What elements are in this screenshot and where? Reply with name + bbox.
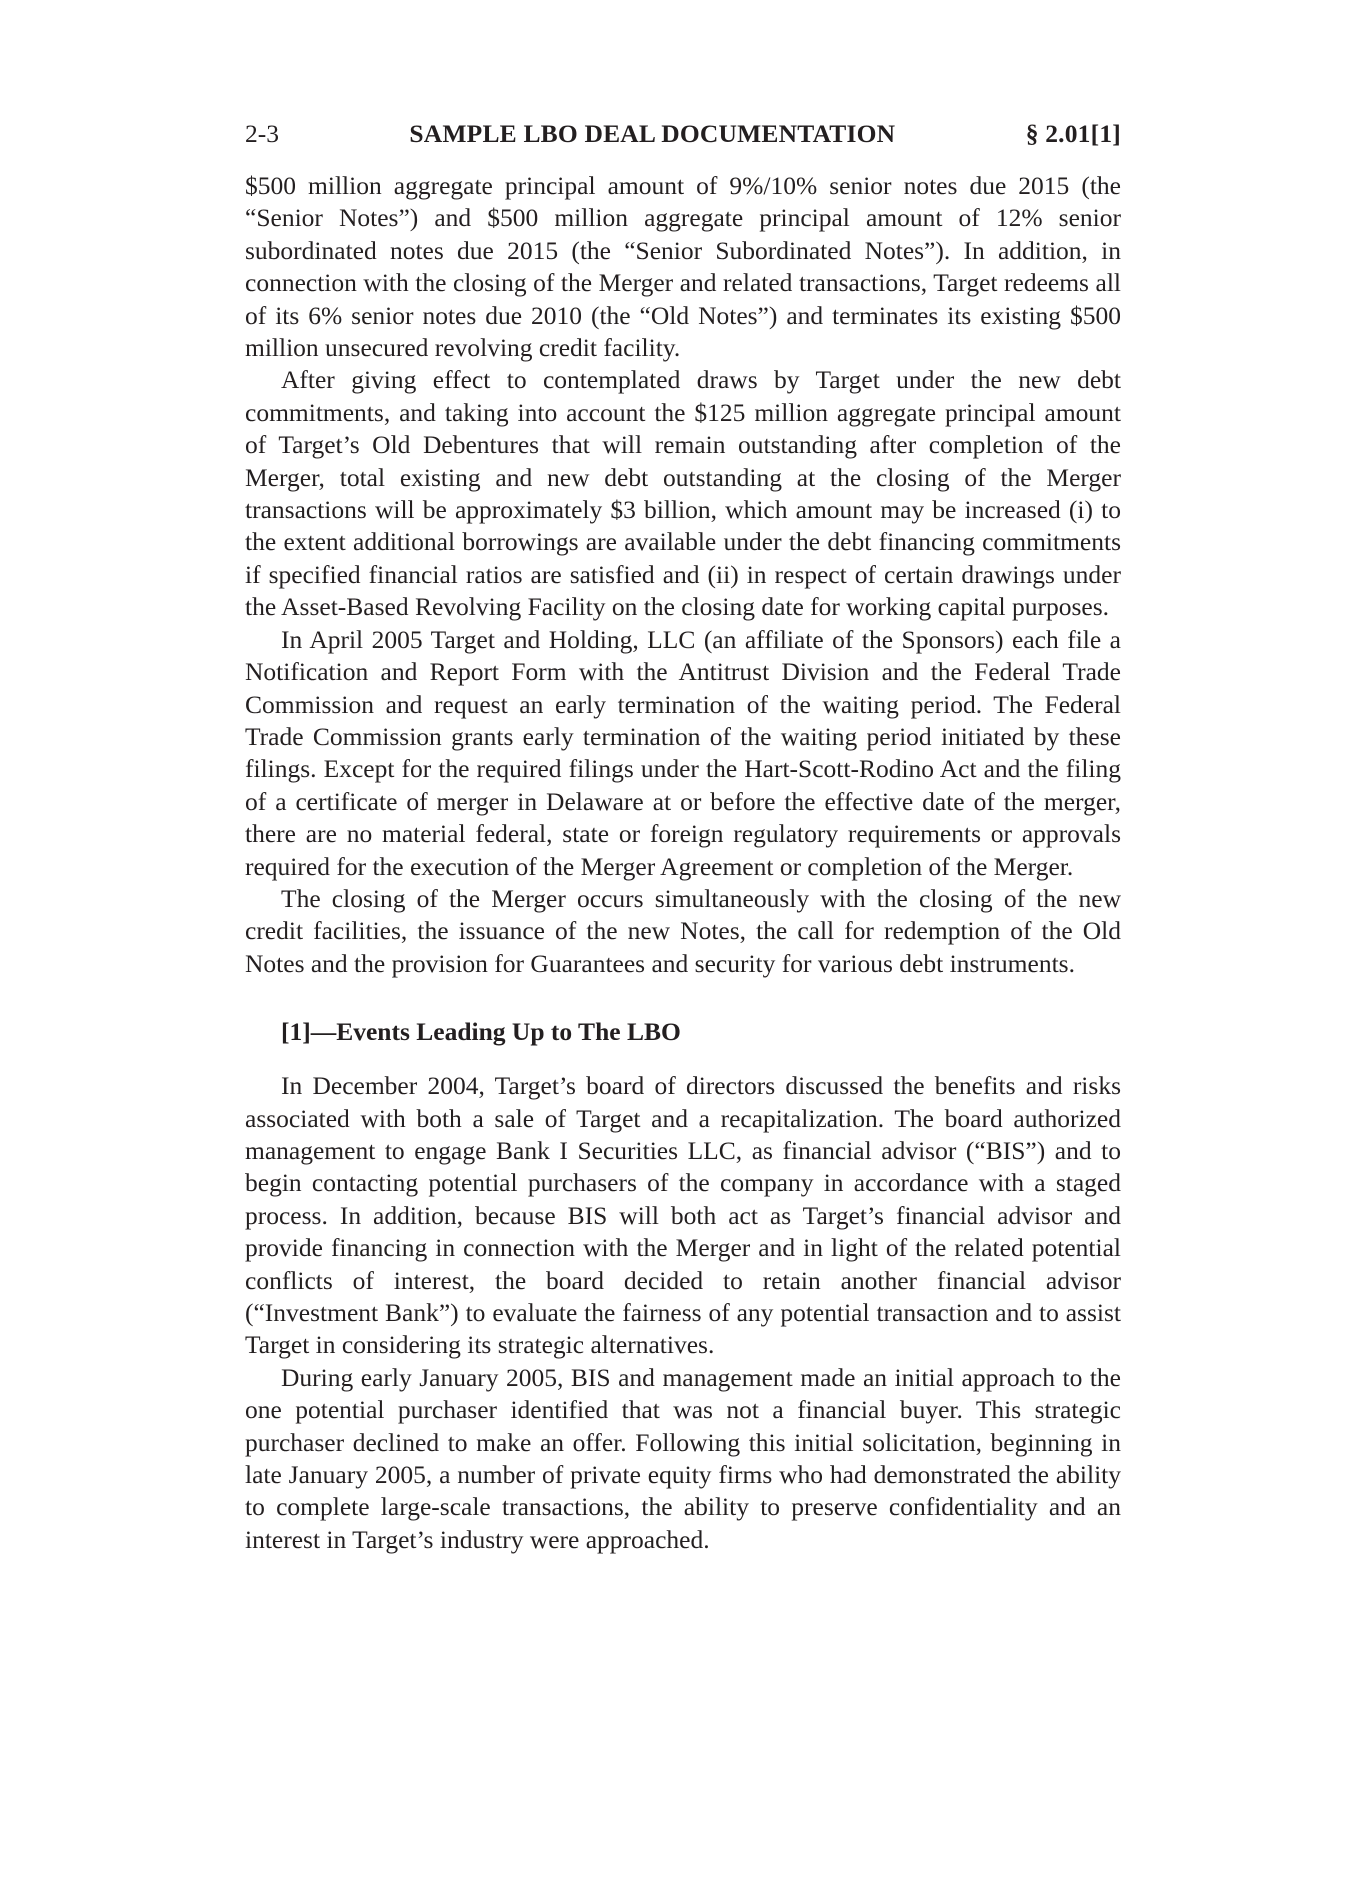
paragraph-2: After giving effect to contemplated draws by Target under the new debt commitments, and taking into account the $125 million aggregate principal amount of Target’s Old Debentures that will remain outstanding after completion of the Merger, total existing and new debt outstanding at the closing of the Merger transactions will be approximately $3 billion, which amount may be increased (i) to the extent additional borrowings are available under the debt financing commitments if specified financial ratios are satisfied and (ii) in respect of certain drawings under the Asset-Based Revolving Facility on the closing date for working capital purposes. bbox=[245, 365, 1121, 622]
paragraph-1: $500 million aggregate principal amount of 9%/10% senior notes due 2015 (the “Senior Notes”) and $500 million aggregate principal amount of 12% senior subordinated notes due 2015 (the “Senior Subordinated Notes”). In addition, in connection with the closing of the Merger and related transactions, Target redeems all of its 6% senior notes due 2010 (the “Old Notes”) and terminates its existing $500 million unsecured revolving credit facility. bbox=[245, 171, 1121, 363]
subsection-heading: [1]—Events Leading Up to The LBO bbox=[281, 1017, 681, 1047]
body-text bbox=[245, 170, 1121, 1556]
document-page bbox=[245, 118, 1121, 1556]
page-number: 2-3 bbox=[245, 119, 279, 148]
document-title: SAMPLE LBO DEAL DOCUMENTATION bbox=[409, 119, 896, 148]
section-reference: § 2.01[1] bbox=[1025, 119, 1121, 148]
subsection-paragraph-2: During early January 2005, BIS and management made an initial approach to the one potential purchaser identified that was not a financial buyer. This strategic purchaser declined to make an offer. Following this initial solicitation, beginning in late January 2005, a number of private equity firms who had demonstrated the ability to complete large-scale transactions, the ability to preserve confidentiality and an interest in Target’s industry were approached. bbox=[245, 1362, 1121, 1554]
paragraph-3: In April 2005 Target and Holding, LLC (an affiliate of the Sponsors) each file a Notification and Report Form with the Antitrust Division and the Federal Trade Commission and request an early termination of the waiting period. The Federal Trade Commission grants early termination of the waiting period initiated by these filings. Except for the required filings under the Hart-Scott-Rodino Act and the filing of a certificate of merger in Delaware at or before the effective date of the merger, there are no material federal, state or foreign regulatory requirements or approvals required for the execution of the Merger Agreement or completion of the Merger. bbox=[245, 624, 1121, 881]
running-header bbox=[245, 118, 1121, 150]
subsection-paragraph-1: In December 2004, Target’s board of directors discussed the benefits and risks associated with both a sale of Target and a recapitalization. The board authorized management to engage Bank I Securities LLC, as financial advisor (“BIS”) and to begin contacting potential purchasers of the company in accordance with a staged process. In addition, because BIS will both act as Target’s financial advisor and provide financing in connection with the Merger and in light of the related potential conflicts of interest, the board decided to retain another financial advisor (“Investment Bank”) to evaluate the fairness of any potential transaction and to assist Target in considering its strategic alternatives. bbox=[245, 1071, 1121, 1360]
paragraph-4: The closing of the Merger occurs simultaneously with the closing of the new credit facilities, the issuance of the new Notes, the call for redemption of the Old Notes and the provision for Guarantees and security for various debt instruments. bbox=[245, 883, 1121, 978]
